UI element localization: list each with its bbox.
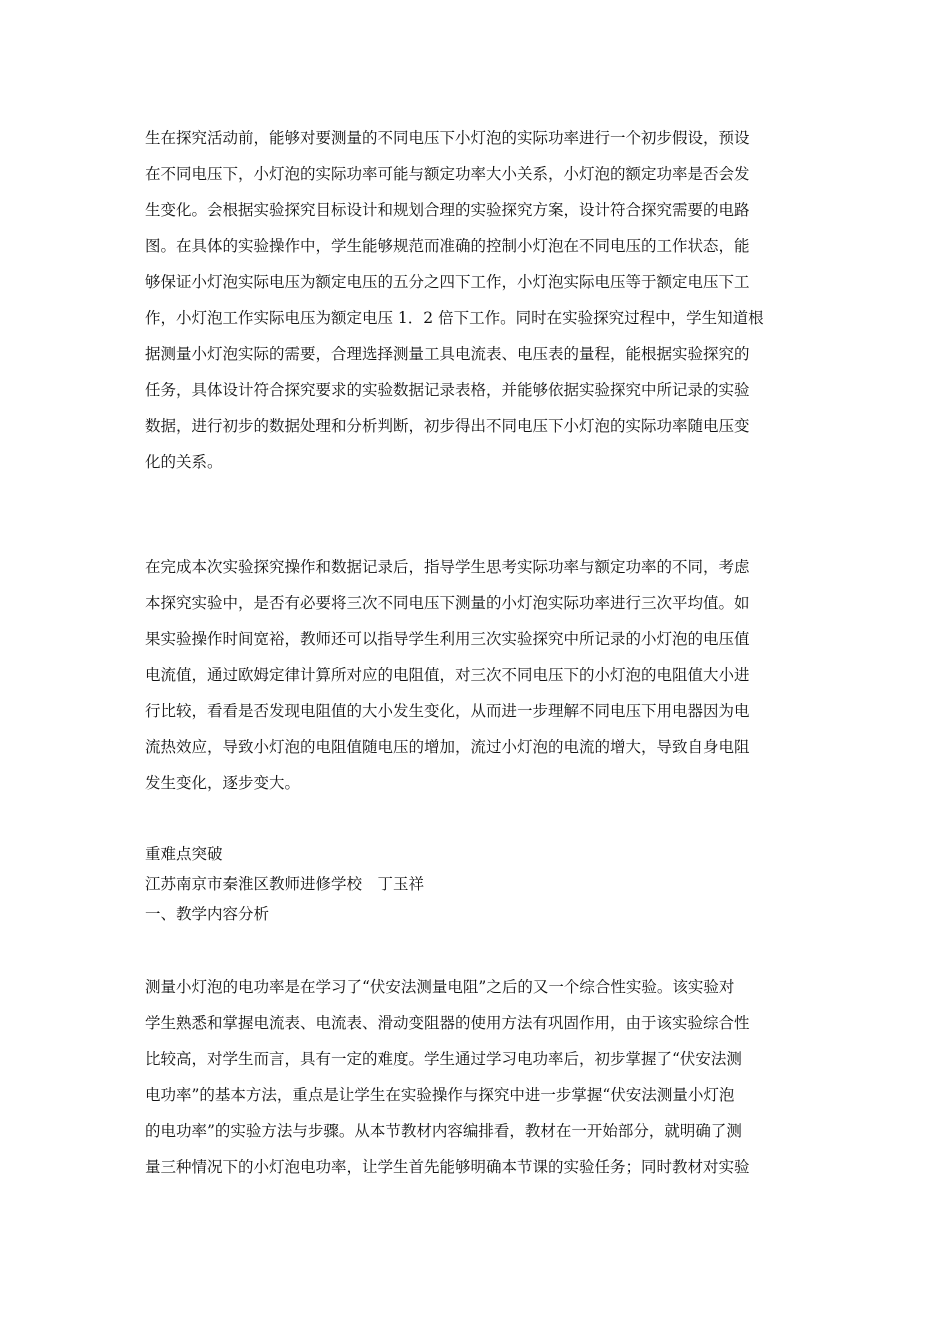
text-line: 图。在具体的实验操作中，学生能够规范而准确的控制小灯泡在不同电压的工作状态，能 (145, 237, 750, 255)
text-line: 作，小灯泡工作实际电压为额定电压 1．2 倍下工作。同时在实验探究过程中，学生知道根 (145, 309, 764, 327)
paragraph-2 (145, 549, 805, 801)
section-title: 重难点突破 (145, 845, 223, 863)
text-line: 据测量小灯泡实际的需要，合理选择测量工具电流表、电压表的量程，能根据实验探究的 (145, 345, 750, 363)
text-line: 本探究实验中，是否有必要将三次不同电压下测量的小灯泡实际功率进行三次平均值。如 (145, 594, 750, 612)
text-line: 测量小灯泡的电功率是在学习了“伏安法测量电阻”之后的又一个综合性实验。该实验对 (145, 978, 735, 996)
subsection-title: 一、教学内容分析 (145, 905, 270, 923)
text-line: 数据，进行初步的数据处理和分析判断，初步得出不同电压下小灯泡的实际功率随电压变 (145, 417, 750, 435)
text-line: 学生熟悉和掌握电流表、电流表、滑动变阻器的使用方法有巩固作用，由于该实验综合性 (145, 1014, 750, 1032)
text-line: 果实验操作时间宽裕，教师还可以指导学生利用三次实验探究中所记录的小灯泡的电压值 (145, 630, 750, 648)
paragraph-1 (145, 120, 805, 480)
text-line: 任务，具体设计符合探究要求的实验数据记录表格，并能够依据实验探究中所记录的实验 (145, 381, 750, 399)
text-line: 流热效应，导致小灯泡的电阻值随电压的增加，流过小灯泡的电流的增大，导致自身电阻 (145, 738, 750, 756)
author-line: 江苏南京市秦淮区教师进修学校 丁玉祥 (145, 875, 425, 893)
paragraph-3 (145, 969, 805, 1185)
text-line: 行比较，看看是否发现电阻值的大小发生变化，从而进一步理解不同电压下用电器因为电 (145, 702, 750, 720)
text-line: 在不同电压下，小灯泡的实际功率可能与额定功率大小关系，小灯泡的额定功率是否会发 (145, 165, 750, 183)
text-line: 生在探究活动前，能够对要测量的不同电压下小灯泡的实际功率进行一个初步假设，预设 (145, 129, 750, 147)
text-line: 在完成本次实验探究操作和数据记录后，指导学生思考实际功率与额定功率的不同，考虑 (145, 558, 750, 576)
text-line: 电流值，通过欧姆定律计算所对应的电阻值，对三次不同电压下的小灯泡的电阻值大小进 (145, 666, 750, 684)
text-line: 电功率”的基本方法，重点是让学生在实验操作与探究中进一步掌握“伏安法测量小灯泡 (145, 1086, 735, 1104)
text-line: 够保证小灯泡实际电压为额定电压的五分之四下工作，小灯泡实际电压等于额定电压下工 (145, 273, 750, 291)
text-line: 量三种情况下的小灯泡电功率，让学生首先能够明确本节课的实验任务；同时教材对实验 (145, 1158, 750, 1176)
section-heading-block (145, 839, 805, 929)
text-line: 的电功率”的实验方法与步骤。从本节教材内容编排看，教材在一开始部分，就明确了测 (145, 1122, 742, 1140)
text-line: 比较高，对学生而言，具有一定的难度。学生通过学习电功率后，初步掌握了“伏安法测 (145, 1050, 742, 1068)
text-line: 发生变化，逐步变大。 (145, 774, 301, 792)
text-line: 化的关系。 (145, 453, 223, 471)
text-line: 生变化。会根据实验探究目标设计和规划合理的实验探究方案，设计符合探究需要的电路 (145, 201, 750, 219)
